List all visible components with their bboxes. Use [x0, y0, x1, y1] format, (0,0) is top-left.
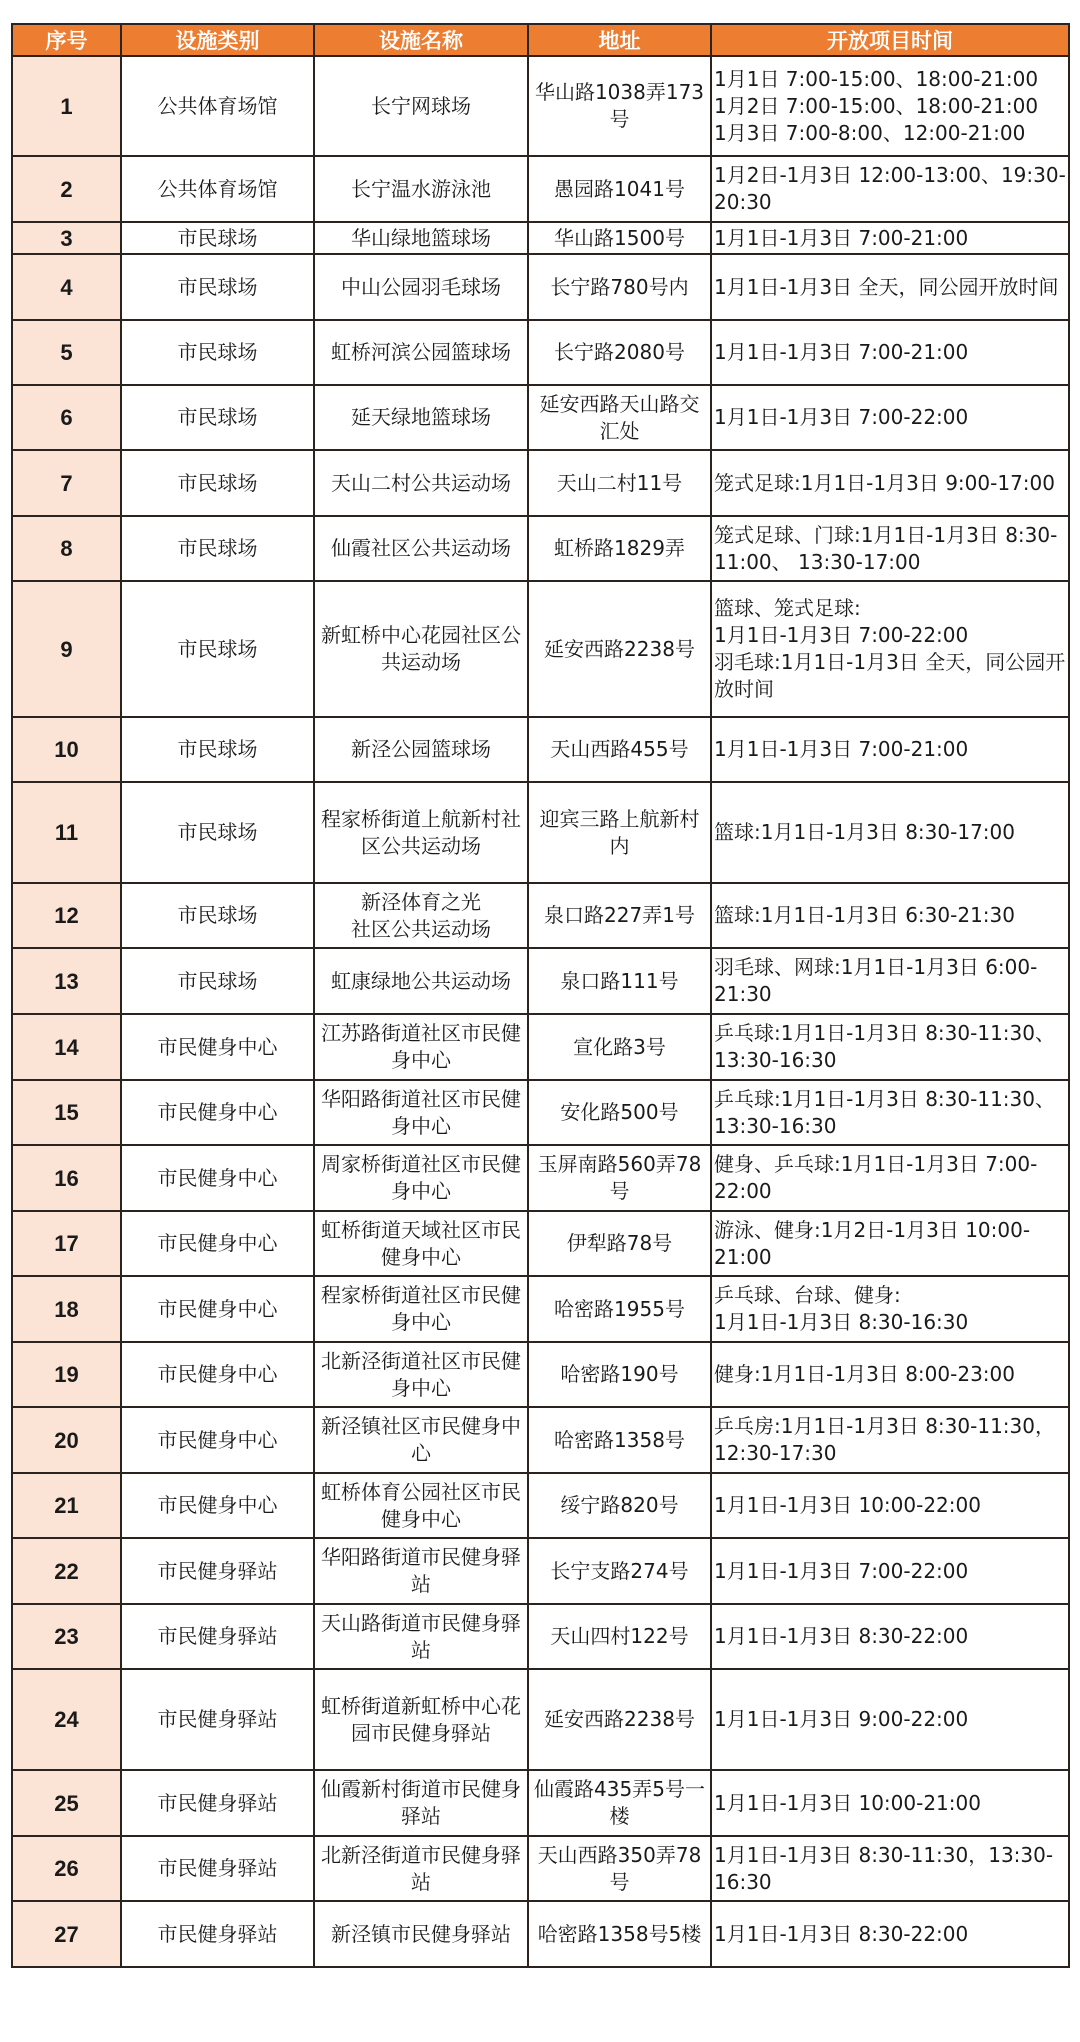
open-hours-line: 1月1日-1月3日 7:00-22:00	[714, 405, 969, 429]
header-open-hours: 开放项目时间	[711, 24, 1069, 56]
facility-category: 市民球场	[121, 254, 314, 320]
facility-name: 北新泾街道社区市民健身中心	[314, 1342, 528, 1407]
table-row	[12, 222, 1069, 254]
table-row	[12, 717, 1069, 782]
facility-address: 伊犁路78号	[528, 1211, 711, 1276]
open-hours	[711, 883, 1069, 948]
facility-category: 市民球场	[121, 222, 314, 254]
open-hours-line: 1月1日-1月3日 7:00-21:00	[714, 340, 969, 364]
facility-address: 哈密路190号	[528, 1342, 711, 1407]
open-hours	[711, 1473, 1069, 1538]
facility-name: 长宁网球场	[314, 56, 528, 156]
facility-name: 周家桥街道社区市民健身中心	[314, 1145, 528, 1211]
open-hours	[711, 782, 1069, 883]
open-hours	[711, 1211, 1069, 1276]
facility-category: 市民球场	[121, 717, 314, 782]
row-index: 23	[12, 1604, 121, 1669]
row-index: 9	[12, 581, 121, 717]
facility-name: 天山二村公共运动场	[314, 450, 528, 516]
facility-name: 江苏路街道社区市民健身中心	[314, 1014, 528, 1080]
table-row	[12, 1538, 1069, 1604]
facility-category: 市民健身驿站	[121, 1669, 314, 1770]
open-hours	[711, 717, 1069, 782]
table-row	[12, 1211, 1069, 1276]
facility-address: 天山西路455号	[528, 717, 711, 782]
facility-category: 市民球场	[121, 385, 314, 450]
table-row	[12, 948, 1069, 1014]
row-index: 26	[12, 1836, 121, 1901]
open-hours-line: 篮球:1月1日-1月3日 6:30-21:30	[714, 903, 1015, 927]
table-row	[12, 1770, 1069, 1836]
facility-category: 市民健身中心	[121, 1276, 314, 1342]
facility-category: 市民球场	[121, 320, 314, 385]
facility-category: 市民球场	[121, 581, 314, 717]
facility-address: 长宁支路274号	[528, 1538, 711, 1604]
open-hours	[711, 1407, 1069, 1473]
open-hours	[711, 1901, 1069, 1967]
facility-name: 新泾镇社区市民健身中心	[314, 1407, 528, 1473]
facility-name-line: 新泾体育之光	[361, 889, 481, 914]
facility-name: 程家桥街道社区市民健身中心	[314, 1276, 528, 1342]
open-hours-line: 羽毛球:1月1日-1月3日 全天，同公园开放时间	[714, 650, 1066, 701]
table-row	[12, 320, 1069, 385]
facility-category: 市民健身驿站	[121, 1770, 314, 1836]
open-hours-line: 1月1日 7:00-15:00、18:00-21:00	[714, 66, 1039, 91]
row-index: 12	[12, 883, 121, 948]
open-hours-line: 羽毛球、网球:1月1日-1月3日 6:00-21:30	[714, 955, 1038, 1006]
open-hours-line: 1月2日-1月3日 12:00-13:00、19:30-20:30	[714, 163, 1066, 214]
open-hours-line: 笼式足球、门球:1月1日-1月3日 8:30-11:00、 13:30-17:00	[714, 522, 1058, 574]
open-hours	[711, 1342, 1069, 1407]
facility-address: 绥宁路820号	[528, 1473, 711, 1538]
table-row	[12, 1836, 1069, 1901]
facility-name: 新泾镇市民健身驿站	[314, 1901, 528, 1967]
facility-address: 长宁路780号内	[528, 254, 711, 320]
facility-address: 虹桥路1829弄	[528, 516, 711, 581]
table-row	[12, 1901, 1069, 1967]
open-hours	[711, 450, 1069, 516]
open-hours-line: 乒乓球:1月1日-1月3日 8:30-11:30、13:30-16:30	[714, 1021, 1055, 1072]
row-index: 5	[12, 320, 121, 385]
open-hours-line: 1月1日-1月3日 8:30-16:30	[714, 1310, 969, 1334]
facility-address: 泉口路111号	[528, 948, 711, 1014]
facility-address: 延安西路天山路交汇处	[528, 385, 711, 450]
open-hours	[711, 1604, 1069, 1669]
row-index: 24	[12, 1669, 121, 1770]
facility-category: 公共体育场馆	[121, 156, 314, 222]
row-index: 8	[12, 516, 121, 581]
row-index: 17	[12, 1211, 121, 1276]
open-hours-line: 1月3日 7:00-8:00、12:00-21:00	[714, 120, 1026, 145]
row-index: 22	[12, 1538, 121, 1604]
facility-name: 长宁温水游泳池	[314, 156, 528, 222]
open-hours-line: 健身:1月1日-1月3日 8:00-23:00	[714, 1362, 1015, 1386]
facility-name: 虹康绿地公共运动场	[314, 948, 528, 1014]
facility-name: 程家桥街道上航新村社区公共运动场	[314, 782, 528, 883]
open-hours	[711, 1276, 1069, 1342]
row-index: 13	[12, 948, 121, 1014]
facility-category: 市民健身中心	[121, 1342, 314, 1407]
facility-name: 延天绿地篮球场	[314, 385, 528, 450]
facility-name: 天山路街道市民健身驿站	[314, 1604, 528, 1669]
row-index: 1	[12, 56, 121, 156]
facility-address: 玉屏南路560弄78号	[528, 1145, 711, 1211]
table-row	[12, 1014, 1069, 1080]
open-hours	[711, 385, 1069, 450]
facility-name: 仙霞社区公共运动场	[314, 516, 528, 581]
facility-category: 市民健身驿站	[121, 1538, 314, 1604]
table-row	[12, 1473, 1069, 1538]
facility-address: 哈密路1358号5楼	[528, 1901, 711, 1967]
facility-category: 市民健身中心	[121, 1014, 314, 1080]
facility-address: 延安西路2238号	[528, 581, 711, 717]
facility-address: 仙霞路435弄5号一楼	[528, 1770, 711, 1836]
facility-category: 市民健身中心	[121, 1407, 314, 1473]
facility-category: 市民球场	[121, 948, 314, 1014]
facility-name: 华阳路街道社区市民健身中心	[314, 1080, 528, 1145]
facility-address: 哈密路1358号	[528, 1407, 711, 1473]
facility-name: 新虹桥中心花园社区公共运动场	[314, 581, 528, 717]
facility-address: 天山西路350弄78号	[528, 1836, 711, 1901]
row-index: 21	[12, 1473, 121, 1538]
row-index: 20	[12, 1407, 121, 1473]
header-index: 序号	[12, 24, 121, 56]
open-hours-line: 游泳、健身:1月2日-1月3日 10:00-21:00	[714, 1217, 1031, 1269]
open-hours	[711, 581, 1069, 717]
table-row	[12, 581, 1069, 717]
table-row	[12, 1669, 1069, 1770]
open-hours-line: 1月1日-1月3日 9:00-22:00	[714, 1707, 969, 1731]
facility-name: 新泾公园篮球场	[314, 717, 528, 782]
facility-name: 虹桥河滨公园篮球场	[314, 320, 528, 385]
table-row	[12, 782, 1069, 883]
open-hours-line: 健身、乒乓球:1月1日-1月3日 7:00-22:00	[714, 1152, 1038, 1203]
table-row	[12, 1080, 1069, 1145]
facility-category: 市民健身中心	[121, 1473, 314, 1538]
table-body	[12, 56, 1069, 1967]
table-row	[12, 516, 1069, 581]
row-index: 10	[12, 717, 121, 782]
open-hours-line: 乒乓球:1月1日-1月3日 8:30-11:30、13:30-16:30	[714, 1086, 1055, 1138]
open-hours-line: 篮球、笼式足球:	[714, 596, 861, 620]
table-row	[12, 450, 1069, 516]
row-index: 19	[12, 1342, 121, 1407]
facility-address: 天山四村122号	[528, 1604, 711, 1669]
open-hours-line: 1月1日-1月3日 8:30-22:00	[714, 1921, 969, 1946]
table-row	[12, 156, 1069, 222]
facility-address: 长宁路2080号	[528, 320, 711, 385]
facility-address: 宣化路3号	[528, 1014, 711, 1080]
table-header-row	[12, 24, 1069, 56]
open-hours	[711, 222, 1069, 254]
row-index: 11	[12, 782, 121, 883]
facility-name: 华山绿地篮球场	[314, 222, 528, 254]
row-index: 15	[12, 1080, 121, 1145]
facility-address: 安化路500号	[528, 1080, 711, 1145]
open-hours-line: 1月1日-1月3日 全天，同公园开放时间	[714, 274, 1059, 299]
table-row	[12, 56, 1069, 156]
table-row	[12, 1604, 1069, 1669]
row-index: 7	[12, 450, 121, 516]
facility-address: 天山二村11号	[528, 450, 711, 516]
open-hours	[711, 1080, 1069, 1145]
open-hours-line: 1月1日-1月3日 7:00-21:00	[714, 225, 969, 250]
facility-category: 市民健身中心	[121, 1145, 314, 1211]
table-row	[12, 385, 1069, 450]
facility-category: 市民健身中心	[121, 1080, 314, 1145]
table-row	[12, 254, 1069, 320]
row-index: 2	[12, 156, 121, 222]
facility-name: 华阳路街道市民健身驿站	[314, 1538, 528, 1604]
open-hours	[711, 156, 1069, 222]
open-hours	[711, 948, 1069, 1014]
open-hours-line: 1月2日 7:00-15:00、18:00-21:00	[714, 93, 1039, 118]
open-hours	[711, 1669, 1069, 1770]
row-index: 4	[12, 254, 121, 320]
facility-schedule-table	[11, 23, 1070, 1968]
open-hours	[711, 320, 1069, 385]
open-hours	[711, 254, 1069, 320]
facility-address: 迎宾三路上航新村内	[528, 782, 711, 883]
open-hours	[711, 516, 1069, 581]
table-row	[12, 1276, 1069, 1342]
facility-category: 市民健身驿站	[121, 1901, 314, 1967]
table-row	[12, 1145, 1069, 1211]
facility-address: 哈密路1955号	[528, 1276, 711, 1342]
facility-category: 市民球场	[121, 883, 314, 948]
header-address: 地址	[528, 24, 711, 56]
header-facility-name: 设施名称	[314, 24, 528, 56]
open-hours-line: 1月1日-1月3日 8:30-11:30，13:30-16:30	[714, 1842, 1054, 1894]
open-hours	[711, 1014, 1069, 1080]
facility-name: 虹桥体育公园社区市民健身中心	[314, 1473, 528, 1538]
open-hours-line: 1月1日-1月3日 7:00-21:00	[714, 737, 969, 761]
row-index: 25	[12, 1770, 121, 1836]
open-hours-line: 1月1日-1月3日 10:00-22:00	[714, 1493, 981, 1517]
open-hours	[711, 1770, 1069, 1836]
row-index: 27	[12, 1901, 121, 1967]
open-hours-line: 乒乓球、台球、健身:	[714, 1283, 901, 1307]
facility-category: 市民健身中心	[121, 1211, 314, 1276]
facility-name: 虹桥街道新虹桥中心花园市民健身驿站	[314, 1669, 528, 1770]
facility-name	[314, 883, 528, 948]
open-hours	[711, 1145, 1069, 1211]
open-hours-line: 乒乓房:1月1日-1月3日 8:30-11:30，12:30-17:30	[714, 1414, 1055, 1465]
facility-address: 愚园路1041号	[528, 156, 711, 222]
facility-address: 延安西路2238号	[528, 1669, 711, 1770]
open-hours-line: 1月1日-1月3日 7:00-22:00	[714, 623, 969, 647]
table-row	[12, 1342, 1069, 1407]
facility-category: 市民健身驿站	[121, 1604, 314, 1669]
open-hours	[711, 56, 1069, 156]
open-hours-line: 1月1日-1月3日 10:00-21:00	[714, 1790, 981, 1815]
facility-name-line: 社区公共运动场	[351, 916, 491, 941]
facility-name: 仙霞新村街道市民健身驿站	[314, 1770, 528, 1836]
facility-name: 虹桥街道天域社区市民健身中心	[314, 1211, 528, 1276]
facility-category: 市民球场	[121, 782, 314, 883]
open-hours	[711, 1538, 1069, 1604]
table-row	[12, 1407, 1069, 1473]
open-hours	[711, 1836, 1069, 1901]
facility-address: 华山路1038弄173号	[528, 56, 711, 156]
row-index: 18	[12, 1276, 121, 1342]
facility-category: 市民健身驿站	[121, 1836, 314, 1901]
table-row	[12, 883, 1069, 948]
facility-category: 市民球场	[121, 450, 314, 516]
header-category: 设施类别	[121, 24, 314, 56]
row-index: 3	[12, 222, 121, 254]
open-hours-line: 1月1日-1月3日 7:00-22:00	[714, 1558, 969, 1583]
open-hours-line: 笼式足球:1月1日-1月3日 9:00-17:00	[714, 470, 1055, 495]
open-hours-line: 篮球:1月1日-1月3日 8:30-17:00	[714, 820, 1015, 844]
facility-name: 中山公园羽毛球场	[314, 254, 528, 320]
facility-address: 泉口路227弄1号	[528, 883, 711, 948]
facility-category: 公共体育场馆	[121, 56, 314, 156]
open-hours-line: 1月1日-1月3日 8:30-22:00	[714, 1624, 969, 1648]
facility-address: 华山路1500号	[528, 222, 711, 254]
facility-name: 北新泾街道市民健身驿站	[314, 1836, 528, 1901]
row-index: 14	[12, 1014, 121, 1080]
row-index: 6	[12, 385, 121, 450]
facility-category: 市民球场	[121, 516, 314, 581]
row-index: 16	[12, 1145, 121, 1211]
